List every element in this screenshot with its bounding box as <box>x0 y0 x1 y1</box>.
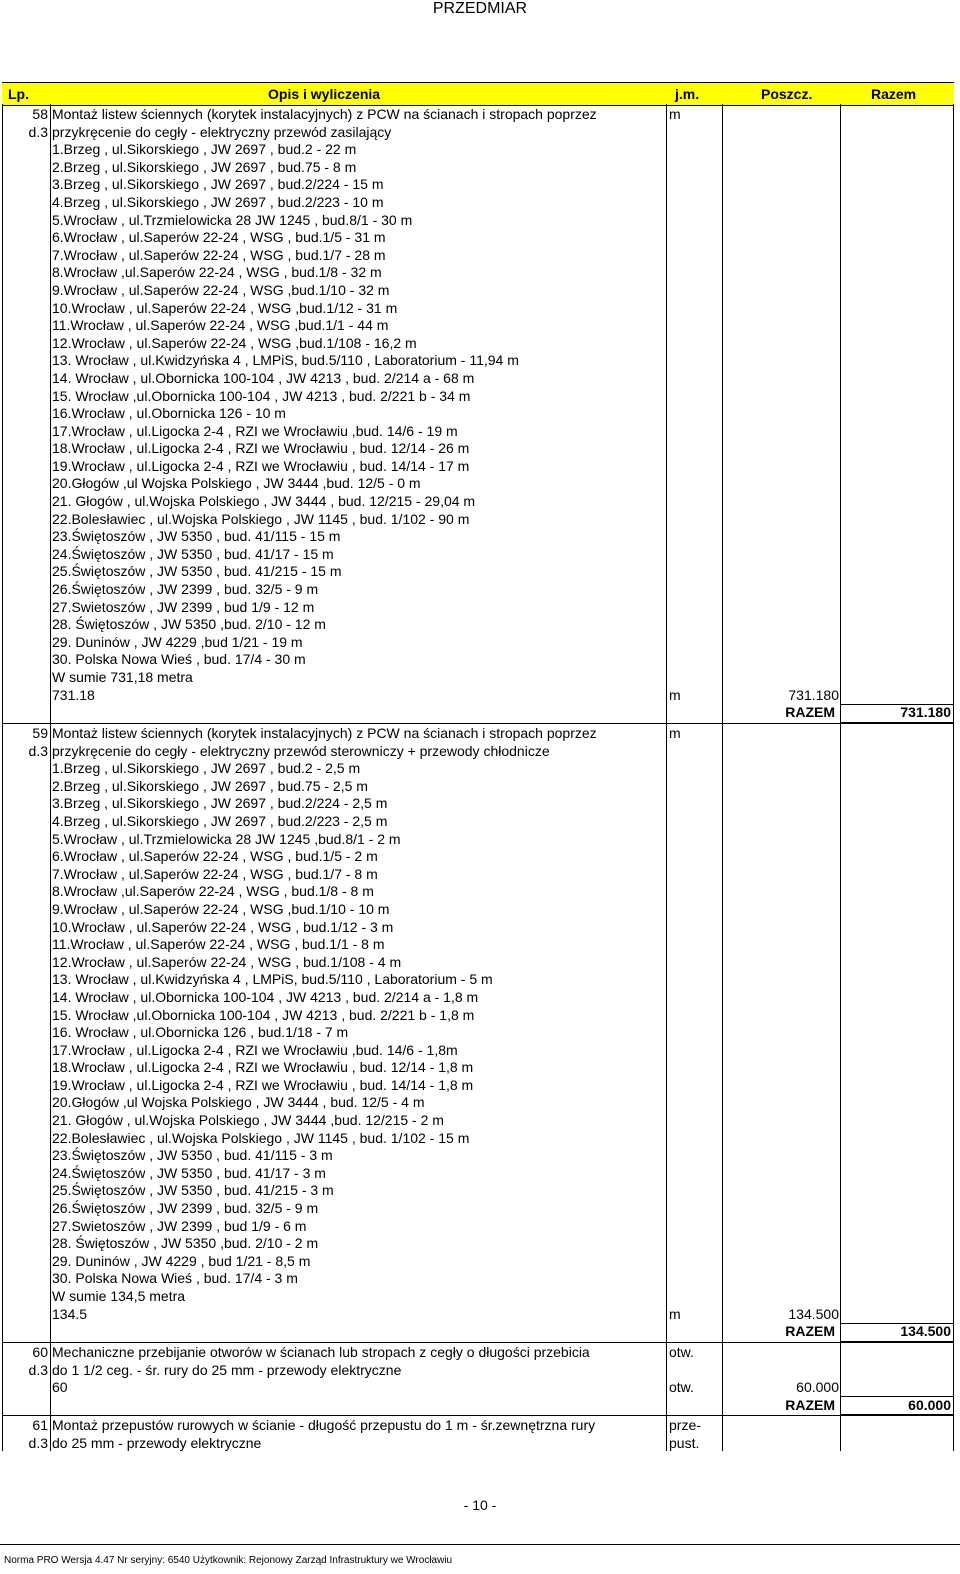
description-line: 19.Wrocław , ul.Ligocka 2-4 , RZI we Wrocławiu , bud. 14/14 - 17 m <box>52 457 470 474</box>
item-razem-label: RAZEM <box>785 704 835 721</box>
description-line: 11.Wrocław , ul.Saperów 22-24 , WSG ,bud.1/1 - 44 m <box>52 317 389 334</box>
description-line: 3.Brzeg , ul.Sikorskiego , JW 2697 , bud.2/224 - 2,5 m <box>52 795 388 812</box>
item-razem-label: RAZEM <box>785 1323 835 1340</box>
header-poszcz: Poszcz. <box>761 86 813 102</box>
description-line: 22.Bolesławiec , ul.Wojska Polskiego , JW 1145 , bud. 1/102 - 15 m <box>52 1129 470 1146</box>
item-description <box>52 1344 664 1397</box>
item-qty-jm: otw. <box>669 1379 694 1396</box>
item-qty-jm: m <box>669 686 681 703</box>
item-lp: 59 <box>32 725 48 741</box>
description-line: Montaż listew ściennych (korytek instalacyjnych) z PCW na ścianach i stropach poprzez <box>52 725 597 741</box>
item-poszcz: 60.000 <box>796 1379 839 1396</box>
item-jm-cont: pust. <box>669 1434 700 1451</box>
footer-note: Norma PRO Wersja 4.47 Nr seryjny: 6540 Użytkownik: Rejonowy Zarząd Infrastruktury we Wrocławiu <box>0 1544 960 1566</box>
description-line: 13. Wrocław , ul.Kwidzyńska 4 , LMPiS, bud.5/110 , Laboratorium - 5 m <box>52 971 493 988</box>
description-line: 3.Brzeg , ul.Sikorskiego , JW 2697 , bud.2/224 - 15 m <box>52 176 384 193</box>
description-line: 10.Wrocław , ul.Saperów 22-24 , WSG ,bud.1/12 - 31 m <box>52 299 398 316</box>
item-jm: otw. <box>669 1344 694 1360</box>
description-line: 23.Świętoszów , JW 5350 , bud. 41/115 - 15 m <box>52 528 341 545</box>
description-line: 30. Polska Nowa Wieś , bud. 17/4 - 3 m <box>52 1270 298 1287</box>
item-jm: m <box>669 106 681 122</box>
description-line: 17.Wrocław , ul.Ligocka 2-4 , RZI we Wrocławiu ,bud. 14/6 - 1,8m <box>52 1041 458 1058</box>
description-line: 18.Wrocław , ul.Ligocka 2-4 , RZI we Wrocławiu , bud. 12/14 - 1,8 m <box>52 1059 474 1076</box>
description-line: 29. Duninów , JW 4229 ,bud 1/21 - 19 m <box>52 633 303 650</box>
item-lp: 58 <box>32 106 48 122</box>
item-lp-ref: d.3 <box>28 1434 48 1451</box>
description-line: 20.Głogów ,ul Wojska Polskiego , JW 3444 ,bud. 12/5 - 0 m <box>52 475 421 492</box>
item-lp-ref: d.3 <box>28 123 48 140</box>
item-razem-value: 60.000 <box>908 1396 951 1413</box>
header-lp: Lp. <box>8 86 29 102</box>
description-line: Mechaniczne przebijanie otworów w ścianach lub stropach z cegły o długości przebicia <box>52 1344 590 1360</box>
description-line: 15. Wrocław ,ul.Obornicka 100-104 , JW 4213 , bud. 2/221 b - 34 m <box>52 387 471 404</box>
description-line: 26.Świętoszów , JW 2399 , bud. 32/5 - 9 m <box>52 1200 319 1217</box>
description-line: 12.Wrocław , ul.Saperów 22-24 , WSG , bud.1/108 - 4 m <box>52 953 402 970</box>
description-line: 24.Świętoszów , JW 5350 , bud. 41/17 - 3 m <box>52 1164 326 1181</box>
description-line: 23.Świętoszów , JW 5350 , bud. 41/115 - 3 m <box>52 1147 333 1164</box>
description-line: 25.Świętoszów , JW 5350 , bud. 41/215 - 15 m <box>52 563 342 580</box>
item-lp-ref: d.3 <box>28 1361 48 1378</box>
description-line: 18.Wrocław , ul.Ligocka 2-4 , RZI we Wrocławiu , bud. 12/14 - 26 m <box>52 440 470 457</box>
description-line: 26.Świętoszów , JW 2399 , bud. 32/5 - 9 m <box>52 581 319 598</box>
item-qty-jm: m <box>669 1305 681 1322</box>
description-line: 17.Wrocław , ul.Ligocka 2-4 , RZI we Wrocławiu ,bud. 14/6 - 19 m <box>52 422 458 439</box>
description-line: przykręcenie do cegły - elektryczny przewód zasilający <box>52 123 392 140</box>
description-line: 7.Wrocław , ul.Saperów 22-24 , WSG , bud.1/7 - 28 m <box>52 246 386 263</box>
header-opis: Opis i wyliczenia <box>268 86 381 102</box>
description-line: 27.Swietoszów , JW 2399 , bud 1/9 - 6 m <box>52 1217 307 1234</box>
description-line: 9.Wrocław , ul.Saperów 22-24 , WSG ,bud.1/10 - 10 m <box>52 900 390 917</box>
item-lp-ref: d.3 <box>28 742 48 759</box>
description-line: 12.Wrocław , ul.Saperów 22-24 , WSG ,bud.1/108 - 16,2 m <box>52 334 417 351</box>
item-description <box>52 725 664 1323</box>
description-line: 2.Brzeg , ul.Sikorskiego , JW 2697 , bud.75 - 8 m <box>52 158 357 175</box>
description-line: przykręcenie do cegły - elektryczny przewód sterowniczy + przewody chłodnicze <box>52 742 550 759</box>
page-title: PRZEDMIAR <box>432 0 528 17</box>
description-line: 4.Brzeg , ul.Sikorskiego , JW 2697 , bud.2/223 - 2,5 m <box>52 812 388 829</box>
description-line: 25.Świętoszów , JW 5350 , bud. 41/215 - 3 m <box>52 1182 334 1199</box>
item-razem-value: 731.180 <box>900 704 951 721</box>
description-line: 24.Świętoszów , JW 5350 , bud. 41/17 - 15 m <box>52 545 334 562</box>
description-line: 7.Wrocław , ul.Saperów 22-24 , WSG , bud.1/7 - 8 m <box>52 865 378 882</box>
description-line: 14. Wrocław , ul.Obornicka 100-104 , JW 4213 , bud. 2/214 a - 68 m <box>52 369 475 386</box>
description-line: 19.Wrocław , ul.Ligocka 2-4 , RZI we Wrocławiu , bud. 14/14 - 1,8 m <box>52 1076 474 1093</box>
description-line: 15. Wrocław ,ul.Obornicka 100-104 , JW 4213 , bud. 2/221 b - 1,8 m <box>52 1006 475 1023</box>
description-line: 731.18 <box>52 686 95 703</box>
description-line: 5.Wrocław , ul.Trzmielowicka 28 JW 1245 , bud.8/1 - 30 m <box>52 211 413 228</box>
description-line: W sumie 731,18 metra <box>52 669 193 685</box>
item-description <box>52 1417 664 1452</box>
description-line: 2.Brzeg , ul.Sikorskiego , JW 2697 , bud.75 - 2,5 m <box>52 777 368 794</box>
description-line: 29. Duninów , JW 4229 , bud 1/21 - 8,5 m <box>52 1252 311 1269</box>
description-line: do 1 1/2 ceg. - śr. rury do 25 mm - przewody elektryczne <box>52 1361 402 1378</box>
przedmiar-table <box>2 104 954 1451</box>
table-header <box>2 82 954 106</box>
item-poszcz: 731.180 <box>788 686 839 703</box>
page-number: - 10 - <box>463 1497 497 1513</box>
description-line: 20.Głogów ,ul Wojska Polskiego , JW 3444 , bud. 12/5 - 4 m <box>52 1094 425 1111</box>
description-line: Montaż listew ściennych (korytek instalacyjnych) z PCW na ścianach i stropach poprzez <box>52 106 597 122</box>
description-line: 16.Wrocław , ul.Obornicka 126 - 10 m <box>52 405 286 422</box>
item-lp: 61 <box>32 1417 48 1433</box>
description-line: 1.Brzeg , ul.Sikorskiego , JW 2697 , bud.2 - 22 m <box>52 141 357 158</box>
header-razem: Razem <box>871 86 917 102</box>
item-jm: prze- <box>669 1417 701 1433</box>
description-line: 8.Wrocław ,ul.Saperów 22-24 , WSG , bud.1/8 - 8 m <box>52 883 374 900</box>
description-line: 8.Wrocław ,ul.Saperów 22-24 , WSG , bud.1/8 - 32 m <box>52 264 382 281</box>
description-line: 134.5 <box>52 1305 88 1322</box>
description-line: 30. Polska Nowa Wieś , bud. 17/4 - 30 m <box>52 651 306 668</box>
description-line: 60 <box>52 1379 68 1396</box>
description-line: 28. Świętoszów , JW 5350 ,bud. 2/10 - 2 m <box>52 1235 319 1252</box>
description-line: 28. Świętoszów , JW 5350 ,bud. 2/10 - 12 m <box>52 616 326 633</box>
description-line: W sumie 134,5 metra <box>52 1288 186 1304</box>
description-line: 4.Brzeg , ul.Sikorskiego , JW 2697 , bud.2/223 - 10 m <box>52 193 384 210</box>
item-jm: m <box>669 725 681 741</box>
header-jm: j.m. <box>675 86 700 102</box>
description-line: 14. Wrocław , ul.Obornicka 100-104 , JW 4213 , bud. 2/214 a - 1,8 m <box>52 988 479 1005</box>
description-line: 6.Wrocław , ul.Saperów 22-24 , WSG , bud.1/5 - 31 m <box>52 229 386 246</box>
description-line: 22.Bolesławiec , ul.Wojska Polskiego , JW 1145 , bud. 1/102 - 90 m <box>52 510 470 527</box>
description-line: 21. Głogów , ul.Wojska Polskiego , JW 3444 , bud. 12/215 - 29,04 m <box>52 493 476 510</box>
item-description <box>52 106 664 704</box>
item-razem-label: RAZEM <box>785 1396 835 1413</box>
description-line: 13. Wrocław , ul.Kwidzyńska 4 , LMPiS, bud.5/110 , Laboratorium - 11,94 m <box>52 352 519 369</box>
description-line: 5.Wrocław , ul.Trzmielowicka 28 JW 1245 ,bud.8/1 - 2 m <box>52 830 401 847</box>
description-line: 1.Brzeg , ul.Sikorskiego , JW 2697 , bud.2 - 2,5 m <box>52 760 361 777</box>
description-line: do 25 mm - przewody elektryczne <box>52 1434 262 1451</box>
description-line: 11.Wrocław , ul.Saperów 22-24 , WSG , bud.1/1 - 8 m <box>52 936 385 953</box>
item-lp: 60 <box>32 1344 48 1360</box>
description-line: 6.Wrocław , ul.Saperów 22-24 , WSG , bud.1/5 - 2 m <box>52 848 378 865</box>
item-poszcz: 134.500 <box>788 1305 839 1322</box>
description-line: 9.Wrocław , ul.Saperów 22-24 , WSG ,bud.1/10 - 32 m <box>52 281 390 298</box>
description-line: 21. Głogów , ul.Wojska Polskiego , JW 3444 ,bud. 12/215 - 2 m <box>52 1112 444 1129</box>
description-line: 10.Wrocław , ul.Saperów 22-24 , WSG , bud.1/12 - 3 m <box>52 918 394 935</box>
description-line: 16. Wrocław , ul.Obornicka 126 , bud.1/18 - 7 m <box>52 1024 349 1041</box>
item-razem-value: 134.500 <box>900 1323 951 1340</box>
description-line: 27.Swietoszów , JW 2399 , bud 1/9 - 12 m <box>52 598 315 615</box>
description-line: Montaż przepustów rurowych w ścianie - długość przepustu do 1 m - śr.zewnętrzna rury <box>52 1417 596 1433</box>
